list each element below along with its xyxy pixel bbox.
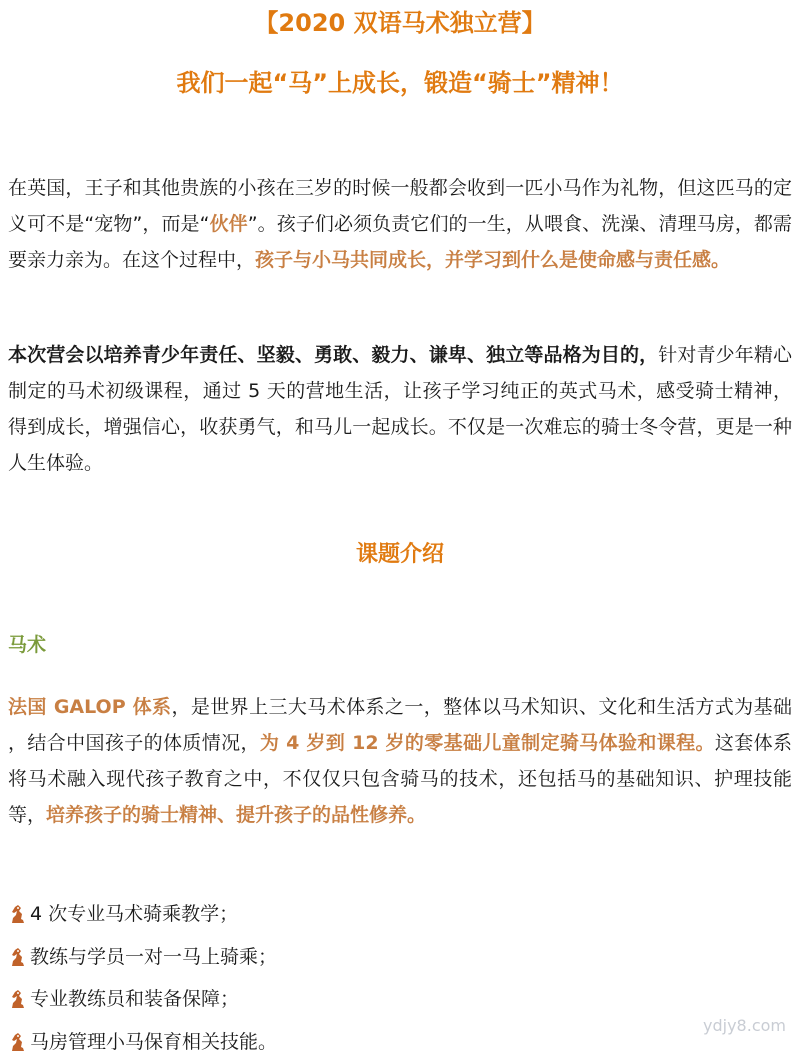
list-item	[8, 936, 277, 979]
horse-icon	[8, 946, 28, 968]
galop-paragraph	[8, 689, 792, 833]
intro-paragraph	[8, 170, 792, 278]
galop-text-1: ，是世界上三大马术体系之一，整体以马术知识、文化和生活方式为基础 ，结合中国孩子的体质情况，	[8, 696, 792, 754]
section-title: 课题介绍	[0, 538, 800, 572]
feature-list	[8, 893, 277, 1063]
galop-highlight-system: 法国 GALOP 体系	[8, 696, 171, 718]
feature-label: 教练与学员一对一马上骑乘；	[30, 936, 277, 979]
feature-label: 4 次专业马术骑乘教学；	[30, 893, 238, 936]
camp-paragraph	[8, 337, 792, 481]
list-item	[8, 893, 277, 936]
galop-text-2: 这套体系将马术融入现代孩子教育之中，不仅仅只包含骑马的技术，还包括马的基础知识、护理技能等，	[8, 732, 792, 826]
intro-text-2: ”。孩子们必须负责它们的一生，从喂食、洗澡、清理马房，都需要亲力亲为。在这个过程中，	[8, 213, 792, 271]
horse-icon	[8, 903, 28, 925]
intro-highlight-growth: 孩子与小马共同成长，并学习到什么是使命感与责任感。	[255, 249, 730, 271]
intro-highlight-partner: 伙伴	[209, 213, 247, 235]
slogan: 我们一起“马”上成长，锻造“骑士”精神！	[0, 66, 800, 100]
section-subtitle: 马术	[8, 628, 46, 662]
watermark: ydjy8.com	[703, 1016, 786, 1035]
camp-bold-text: 本次营会以培养青少年责任、坚毅、勇敢、毅力、谦卑、独立等品格为目的，	[8, 344, 658, 366]
horse-icon	[8, 1031, 28, 1053]
intro-text-1: 在英国，王子和其他贵族的小孩在三岁的时候一般都会收到一匹小马作为礼物，但这匹马的定义可不是“宠物”，而是“	[8, 177, 792, 235]
galop-highlight-spirit: 培养孩子的骑士精神、提升孩子的品性修养。	[46, 804, 426, 826]
list-item	[8, 978, 277, 1021]
feature-label: 马房管理小马保育相关技能。	[30, 1021, 277, 1063]
list-item	[8, 1021, 277, 1063]
horse-icon	[8, 988, 28, 1010]
feature-label: 专业教练员和装备保障；	[30, 978, 239, 1021]
galop-highlight-age: 为 4 岁到 12 岁的零基础儿童制定骑马体验和课程。	[260, 732, 715, 754]
camp-text: 针对青少年精心制定的马术初级课程，通过 5 天的营地生活，让孩子学习纯正的英式马术，感受骑士精神，得到成长，增强信心，收获勇气，和马儿一起成长。不仅是一次难忘的骑士冬令营，更是一种人生体验。	[8, 344, 792, 474]
page-title: 【2020 双语马术独立营】	[0, 6, 800, 40]
